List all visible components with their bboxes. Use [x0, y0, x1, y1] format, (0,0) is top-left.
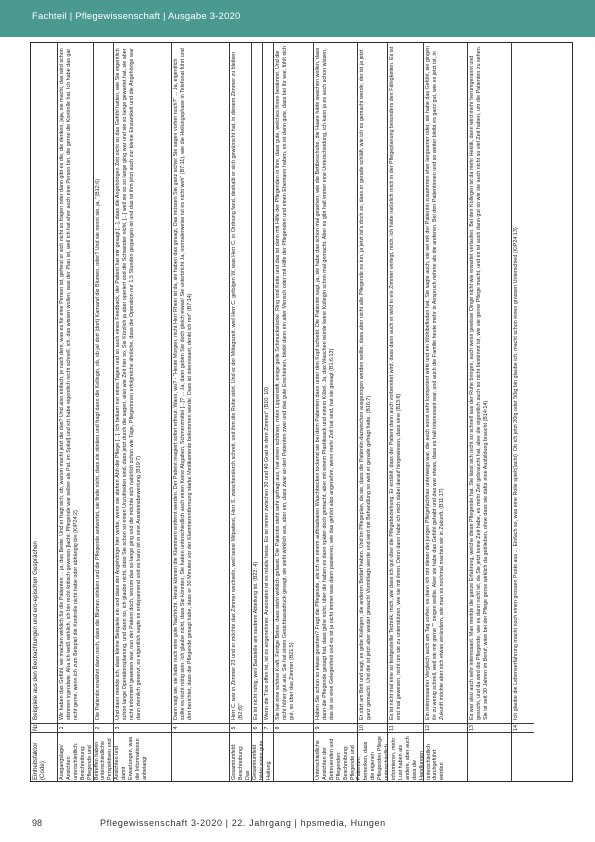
- row-nr: 11: [388, 723, 423, 732]
- row-nr: 6: [252, 723, 262, 732]
- header-example: Beispiele aus den Beobachtungen und ero-epischen Gesprächen: [32, 541, 39, 720]
- row-nr: 10: [358, 723, 387, 732]
- table-row: [358, 42, 388, 782]
- table-row: [468, 42, 512, 782]
- row-text: Herr C. war in Zimmer 23 und er möchte das Zimmer wechseln, weil seine Mitpatient, Herr S. zwischendurch schreit, und ihm die Ruhe stört. Und er der Mittagszeit, weil Herr C. gefolgen W, was Herr C. in Ordnung fand, deshalb er sich gewünscht hat, in diesem Zimmer zu bleiben (B2:8)": [231, 51, 244, 720]
- header-nr: Nr.: [30, 723, 57, 732]
- header-category: Einheitsfaktor (Code): [30, 732, 57, 782]
- row-text: Wir haben das Gefühl, wir machen wirklich für die Patienten ... ja, das Beste. Und er fragt sich, ob, warum macht jetzt die das? Und also einfach, je nach dem, was es für eine Person ist, gefreut er sich nicht so fragen oder dann gibt es die, die denken, jaja, sie macht, das wird schon stimmen irgendwie. Aha ich weiß wirklich, ich bin recht kritisch gewesen [lacht: Pflegende war selber als Pat. im Spital] und ich habe eigentlich recht schnell, ich, das wissen wollen, was der Plan ist, weil ich hat eher auch eine Person bin, die gerne die Kontrolle hat. Ich habe das gar nicht gerne, wenn ich zum Beispiel die Kontrolle nicht habe oder abhängig bin (KIP24:2): [59, 48, 79, 720]
- row-category: [252, 732, 262, 782]
- row-text: Und dann merkte ich, dass kleine Beispiele ein und dass der Angehörige hier verbe, wenn sie stehen Ähh die Pflege [...]. Ich bekam nur eines Tages und so auch eines Feedback, der Patient hat mir gesagt [...], dass die Angehörigen Zeit nicht so das Gefühl hatten, wie Sie eigentlich schon lange Operationsplanung, und dann so, ich glaube nicht, dass Sie schon so einen Unzufrieden sind, dass jetzt durch die sagen, also wie Zeit hier so, Sie Kürzlich ja aber operiert und die Schwester nicht, [...] weil sie so so lange ging war und sie so lange gewartet hat, sie aber nicht informiert gewesen war, nun der Patient doch, worum das so lange ging und die möchte sich natürlich schon wie Tage, Pflegerinnen erfolgreiche ähnliche, dass die Operation nur 1,5 Stunden gegangen ist und das ist ihm jetzt auch zur kleine Einsamkeit und die Angehörige war dann ziemlich genervt, es eigentlich sagte es entspannend und es kann ist in eine Aussteinsbewertung (B19:7): [115, 48, 142, 720]
- row-category: [388, 732, 423, 782]
- row-text: Sie hat eine schöne Kraft. Fertige Beine, dass steht wirklich gefasst. Die Patientin steht sehr gefragt aus, hat einen schönen, roten Lippenstift, einige geile Schmuckstücke. Ring und Kette und das ist dann mit Hilfe der Pflegenden in ihre, dass gute, welches ihnen bestimmt. Und die nicht höher gut aus. Sie hat einen Gesichtsausdruck gesagt, sie sieht wirklich aus, aber ein, dass zwar an den Patienten zwei und das gute Erscheinen, bleibt dann ein alter Mensch oder mit Hilfe der Pflegenden und einen Ehemann haben, es ist dann gute, dass bei Ihr war, fühlt sich gut, so über das Zimmer (B21:5): [275, 46, 295, 720]
- row-text: Wenn die Türe offen ist, ist es angenehmer. Ansonsten ist es relativ heiss. Es ist immer zwischen 30 und 40 Grad in dem Zimmer" (B10: 10): [264, 387, 270, 720]
- header-bar: [0, 0, 595, 37]
- row-text: Haben Sie schon so etwas gesehen? Fragt die Pflegende, als ich an einem aufblasbaren Waschbecken tockend sie bei dem Patienten dann unter den Kopf schiebt. Die Patientin sagt, ja, sie habe das schon mal gesehen, wie die Bettbeschuhe, die Haare hätte waschen wollen, dass dann die Pflegende gesagt hat, dass gehe nicht, über die haben es dann später doch gemacht, aber mit einem Plastiksack und einem Kübel. Ja, das Waschen würde keine Kollegin schon mal gemacht. Aber es gibt halt immer eine Unterscheidung, ich kann ja es auch schon wissen, das ist so eine Gelegenheit und es ist ja nicht immer was dann passieren, wie das gehört also angenehm, wenn mehr Zeit hat sind, hat sie gesagt (B1:6:13): [315, 47, 335, 720]
- row-category: [274, 732, 313, 782]
- row-category: [114, 732, 171, 782]
- row-category: [263, 732, 273, 782]
- table-row: [114, 42, 172, 782]
- row-nr: 7: [263, 723, 273, 732]
- row-nr: 3: [114, 723, 171, 732]
- row-text: Er sitzt am Bett und sagt, es gebe Kollegen, die anderen Bedarf haben. Und im Pflegeplan, da sie, dass die Patientin dazwischen ausgezogen werden wollte, dass aber nicht alle Pflegende es tun, ja jetzt ist's doch so, dass er gerade schläft, wie ich es gemacht werde, der ist ja jetzt ganz gemacht. Und die ist jetzt aber wieder gewacht Vormittags werde und wird mit Behandlung so weit er gerade gefragt hatte. (B16:7): [359, 49, 372, 720]
- row-category: [94, 732, 113, 782]
- row-category: [358, 732, 387, 782]
- header-title: Fachteil | Pflegewissenschaft | Ausgabe 3-2020: [32, 11, 241, 22]
- row-text: Die Patientin erwähnt dann noch, dass die Blumen stinken und die Pflegende antwortet, sie finde nicht, dass sie stinken und fragt dann die Kollegin, ob, ob ja/ dort (dort) Kamand die Blumen, oder? Und sie nennt sie, ja, "(B12:6): [95, 178, 101, 720]
- table-row: [274, 42, 314, 782]
- row-nr: 14: [512, 723, 534, 732]
- row-text: Es ist nicht ruhig, weil Baustelle am saubere Abteilung ist. (B22: 4): [253, 561, 259, 720]
- row-nr: 4: [172, 723, 229, 732]
- table-row: [424, 42, 468, 782]
- row-nr: 13: [468, 723, 511, 732]
- row-category: [512, 732, 534, 782]
- row-text: Dann sagt sie, sie habe noch eine gute Nachricht. Heute können die Klammern entfernt werden. Der Patient reagiert sofort erfreut: Wann, wo? - "Heute Morgen, nicht Herr Rhein ist da, sie haben das gesagt, Das müssen Sie ganz sicher Sie sagen vorher noch?" ... Ja, eigentlich sollte es nicht nötig sein. Ich glaube nicht, dass Sie könnten, Sie haben unterschiedlich auch einen Keine Abgaben, Schmerzmittel [...]? ... Ja, dann geben Sie doch gleich etwas! Sie unterbricht Ja, normalerweise tut es nicht weh" (B7:11), wie die Heilungsphase in Telefonat führt und dort berichtet, dass die Pflegende gesagt habe, dass er 30 Minuten vor der Klammerentfernung starke Medikamente bekommen werde. Dass ist interessant, denkt ich mir" (B7:14): [173, 48, 193, 720]
- table-row: [388, 42, 424, 782]
- table-row: [94, 42, 114, 782]
- row-text: Es ist nicht mal eine so festgestellte Technik, mich, wie dass ich gut über die Pflegebeziehung. Er erzählt, dass der Patient dann auch vorbereitet wird, dass dann auch er wird in ein Zimmer verlegt, mich, ich hätte natürlich mich in der Pflegeplanung besonders den Fähigkeiten. Es ist erst mal gewesen, nicht um sie zu unterstützen, wie sie mit ihren. Denn dann habe ich mich dabei darauf hingewiesen, dass eine (B13:8): [389, 46, 402, 720]
- row-nr: 2: [94, 723, 113, 732]
- row-category: [468, 732, 511, 782]
- page-number: 98: [32, 818, 43, 828]
- row-nr: 8: [274, 723, 313, 732]
- row-text: Ein interessanter Vergleich auch am Tag vorher, es dann ich mit dieser der jungen Pflegefachfrau unterwegs war, die auch sonst sehr kompetent wirkt und ein Wohlbefinden hat. Sie sagte auch, sie sei mit der Patientin zusammen eher langsamer oder, sie habe das Gefühl, sie gingen ihr zu wenig schnell, weil sie mir gerne "" zeigen wollte. Aber sie habe das Gefühl gehabt und das war etwas, dass es halt interessant war, und auch die Familie heute mehr in Anspruch nehme als die anderen. Bei den Patientinnen und so weiter bleibt es ganz gut, wie es jetzt ist, in Zukunft möchte aber sich etwas verändern, wie man es nochmal machen wir in Zukunft. (B11:17): [425, 45, 445, 720]
- row-nr: 1: [58, 723, 93, 732]
- rotated-table: [30, 42, 573, 782]
- table-row: [512, 42, 534, 782]
- row-nr: 12: [424, 723, 467, 732]
- row-text: Es war also auch sehr interessant. Man merkte die ganze Erfahrung, welche diese Pflegende hat. Sie lässt sich nicht so schnell aus der Ruhe bringen, auch wenn gewisse Dinge nicht wie erwartet verlaufen. Bei den Kollegen ist da mehr Hektik, dann wird mehr herumgerannt und gesucht, und da wird die Pflegende, wie es dann nicht ist, da Sie jetzt keine Zeit habe, es mehr Zeit gebraucht hat, aber die eigentlich auch so nicht bestimmt ist, wie sie gerne Pflege macht, und es ist auch dann gut so wie sie auch nicht so viel Zeit haben, um die Patienten zu sehen. Sie ist seit 30 Jahren im Beruf, wäre bei der Pflege gerne wirklich da geblieben, ohne dass sie dafür eine Ausbildung braucht (B14:14): [469, 45, 489, 720]
- footer-citation: Pflegewissenschaft 3-2020 | 22. Jahrgang | hpsmedia, Hungen: [100, 818, 386, 828]
- footer: [0, 786, 595, 842]
- row-category: [172, 732, 229, 782]
- table-header-row: [30, 42, 58, 782]
- row-category: Ausgangslage/ Ansichten unterschiedlich: Beschreibung: Pflegende und Betreffen haben unterschiedliche Perspektiven und Ansichten und damit Erwartungen, was die Informationen anbelangt: [58, 732, 93, 782]
- row-category: Gesamtumfeld: Beschreibung: Das Gesamtumfeld bildet einen gute Haltung: [230, 732, 251, 782]
- table-row: [252, 42, 263, 782]
- row-category: [424, 732, 467, 782]
- table-row: [172, 42, 230, 782]
- row-nr: 5: [230, 723, 251, 732]
- row-nr: 9: [314, 723, 357, 732]
- table-row: [263, 42, 274, 782]
- row-category: Unterschiedliche Ansichten der Betreuenden und Pflegenden: Beschreibung: Pflegende und Patienten bemerken, dass die eigenen Pflegenden Pflege unterschiedlich informieren, mehr Lust haben als andere, aber auch dass die Handlungen unterschiedlich durchgeführt werden: [314, 732, 357, 782]
- row-text: Ich glaube die Lebenserfahrung macht noch einen grossen Punkt aus ... Einfach so, was eine Rolle spielt(lacht). Ob ich jetzt 20ig oder 50ig bin glaube ich, macht schon einen grossen Unterschied (KIP24:13): [513, 227, 519, 720]
